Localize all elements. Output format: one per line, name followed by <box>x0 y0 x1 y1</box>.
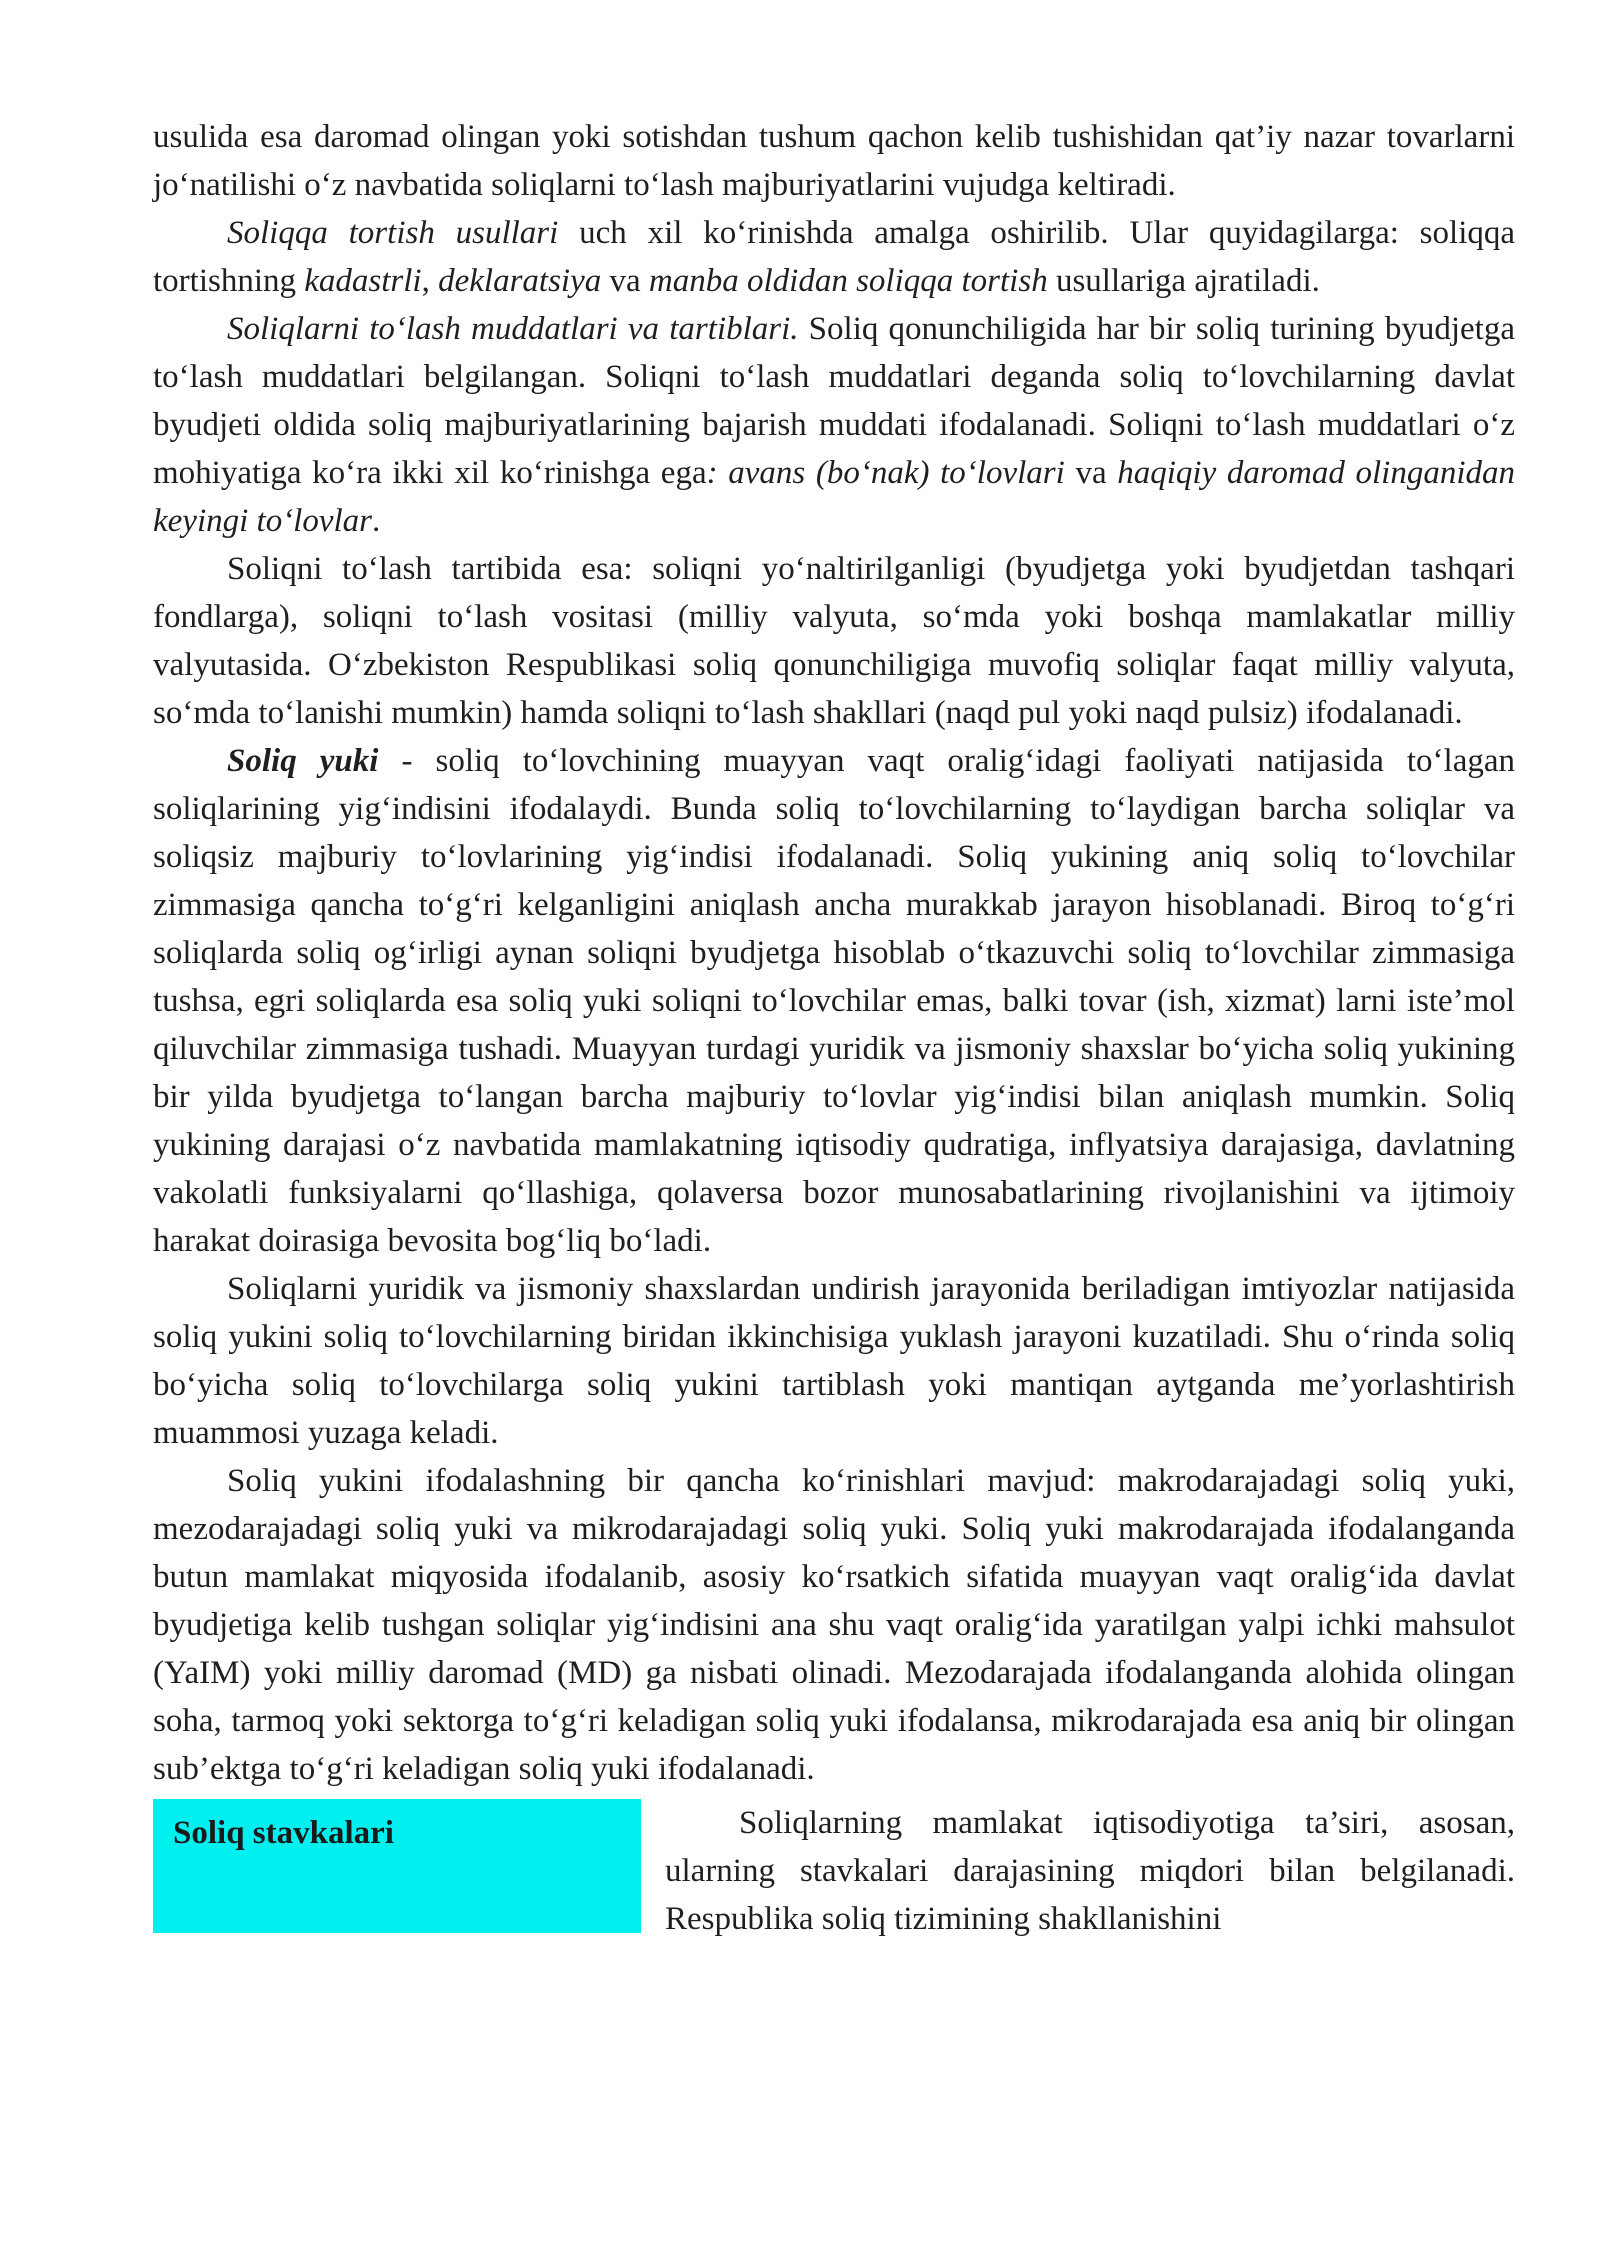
sidebox-title: Soliq stavkalari <box>173 1815 394 1851</box>
term-advance-payments: : avans (bo‘nak) to‘lovlari <box>706 455 1065 491</box>
paragraph-5-text: - soliq to‘lovchining muayyan vaqt oralig‘idagi faoliyati natijasida to‘lagan soliqlarining yig‘indisini ifodalaydi. Bunda soliq to‘lovchilarning to‘laydigan barcha soliqlar va soliqsiz majburiy to‘lovlarining yig‘indisi ifodalanadi. Soliq yukining aniq soliq to‘lovchilar zimmasiga qancha to‘g‘ri kelganligini aniqlash ancha murakkab jarayon hisoblanadi. Biroq to‘g‘ri soliqlarda soliq og‘irligi aynan soliqni byudjetga hisoblab o‘tkazuvchi soliq to‘lovchilar zimmasiga tushsa, egri soliqlarda esa soliq yuki soliqni to‘lovchilar emas, balki tovar (ish, xizmat) larni iste’mol qiluvchilar zimmasiga tushadi. Muayyan turdagi yuridik va jismoniy shaxslar bo‘yicha soliq yukining bir yilda byudjetga to‘langan barcha majburiy to‘lovlar yig‘indisi bilan aniqlash mumkin. Soliq yukining darajasi o‘z navbatida mamlakatning iqtisodiy qudratiga, inflyatsiya darajasiga, davlatning vakolatli funksiyalarni qo‘llashiga, qolaversa bozor munosabatlarining rivojlanishini va ijtimoiy harakat doirasiga bevosita bog‘liq bo‘ladi. <box>153 743 1515 1259</box>
bottom-section <box>153 1799 1515 1949</box>
paragraph-2-text-d: usullariga ajratiladi. <box>1047 263 1320 299</box>
paragraph-2-text-b: , <box>421 263 439 299</box>
paragraph-4: Soliqni to‘lash tartibida esa: soliqni yo‘naltirilganligi (byudjetga yoki byudjetdan tashqari fondlarga), soliqni to‘lash vositasi (milliy valyuta, so‘mda yoki boshqa mamlakatlar milliy valyutasida. O‘zbekiston Respublikasi soliq qonunchiligiga muvofiq soliqlar faqat milliy valyuta, so‘mda to‘lanishi mumkin) hamda soliqni to‘lash shakllari (naqd pul yoki naqd pulsiz) ifodalanadi. <box>153 551 1515 731</box>
paragraph-2-text-a: uch xil ko‘rinishda amalga oshirilib. Ular quyidagilarga: soliqqa tortishning <box>153 215 1516 299</box>
term-source-taxation: manba oldidan soliqqa tortish <box>648 263 1048 299</box>
paragraph-5 <box>153 737 1515 1265</box>
term-tax-methods: Soliqqa tortish usullari <box>227 215 559 251</box>
term-actual-payments: haqiqiy daromad olinganidan keyingi to‘lovlar <box>153 455 1515 539</box>
paragraph-2 <box>153 209 1515 305</box>
paragraph-1: usulida esa daromad olingan yoki sotishdan tushum qachon kelib tushishidan qat’iy nazar tovarlarni jo‘natilishi o‘z navbatida soliqlarni to‘lash majburiyatlarini vujudga keltiradi. <box>153 119 1515 203</box>
paragraph-3-text-c: . <box>372 503 381 539</box>
document-page <box>153 113 1515 1949</box>
sidebox-tax-rates <box>153 1799 641 1933</box>
paragraph-6: Soliqlarni yuridik va jismoniy shaxslardan undirish jarayonida beriladigan imtiyozlar natijasida soliq yukini soliq to‘lovchilarning biridan ikkinchisiga yuklash jarayoni kuzatiladi. Shu o‘rinda soliq bo‘yicha soliq to‘lovchilarga soliq yukini tartiblash yoki mantiqan aytganda me’yorlashtirish muammosi yuzaga keladi. <box>153 1271 1515 1451</box>
term-payment-terms: Soliqlarni to‘lash muddatlari va tartiblari. <box>227 311 799 347</box>
paragraph-2-text-c: va <box>601 263 649 299</box>
term-cadastral: kadastrli <box>304 263 422 299</box>
side-paragraph: Soliqlarning mamlakat iqtisodiyotiga ta’siri, asosan, ularning stavkalari darajasining miqdori bilan belgilanadi. Respublika soliq tizimining shakllanishini <box>665 1805 1515 1937</box>
term-declaration: deklaratsiya <box>438 263 602 299</box>
paragraph-3-text-a: Soliq qonunchiligida har bir soliq turining byudjetga to‘lash muddatlari belgilangan. Soliqni to‘lash muddatlari deganda soliq to‘lovchilarning davlat byudjeti oldida soliq majburiyatlarining bajarish muddati ifodalanadi. Soliqni to‘lash muddatlari o‘z mohiyatiga ko‘ra ikki xil ko‘rinishga ega <box>153 311 1515 491</box>
paragraph-3 <box>153 305 1515 545</box>
term-tax-burden: Soliq yuki <box>227 743 379 779</box>
paragraph-3-text-b: va <box>1064 455 1118 491</box>
paragraph-7: Soliq yukini ifodalashning bir qancha ko‘rinishlari mavjud: makrodarajadagi soliq yuki, mezodarajadagi soliq yuki va mikrodarajadagi soliq yuki. Soliq yuki makrodarajada ifodalanganda butun mamlakat miqyosida ifodalanib, asosiy ko‘rsatkich sifatida muayyan vaqt oralig‘ida davlat byudjetiga kelib tushgan soliqlar yig‘indisini ana shu vaqt oralig‘ida yaratilgan yalpi ichki mahsulot (YaIM) yoki milliy daromad (MD) ga nisbati olinadi. Mezodarajada ifodalanganda alohida olingan soha, tarmoq yoki sektorga to‘g‘ri keladigan soliq yuki ifodalansa, mikrodarajada esa aniq bir olingan sub’ektga to‘g‘ri keladigan soliq yuki ifodalanadi. <box>153 1463 1515 1787</box>
